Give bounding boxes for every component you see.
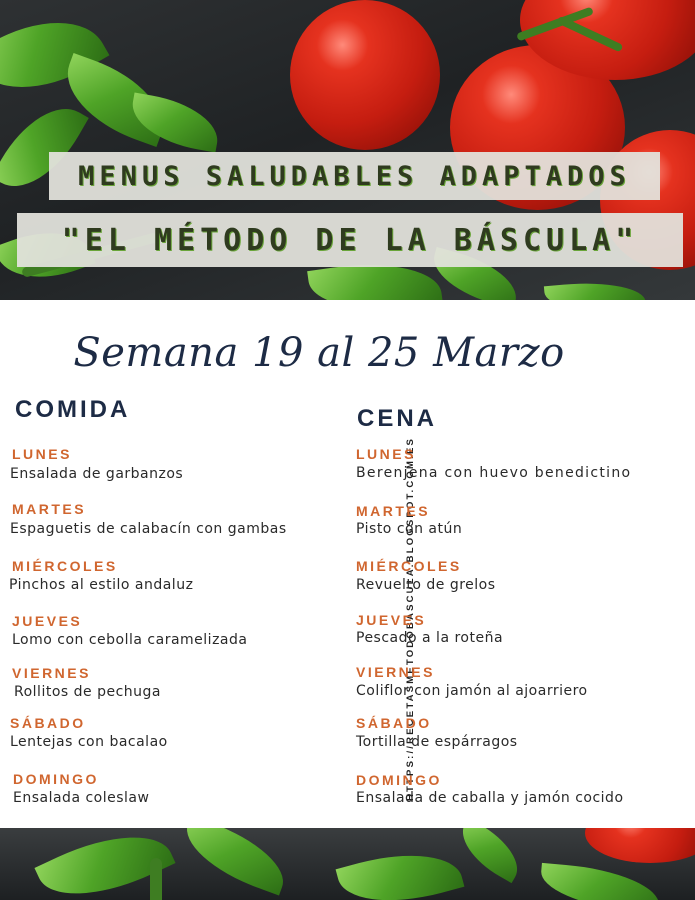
basil-leaf-icon — [451, 828, 529, 883]
lunch-dish: Pinchos al estilo andaluz — [9, 577, 194, 593]
header-photo-banner — [0, 0, 695, 300]
basil-leaf-icon — [538, 863, 661, 900]
lunch-day-label: JUEVES — [12, 613, 83, 629]
footer-photo-banner — [0, 828, 695, 900]
dinner-dish: Ensalada de caballa y jamón cocido — [356, 790, 624, 806]
basil-leaf-icon — [176, 828, 295, 895]
week-title: Semana 19 al 25 Marzo — [73, 330, 565, 376]
lunch-day-label: SÁBADO — [10, 715, 86, 731]
dinner-dish: Coliflor con jamón al ajoarriero — [356, 683, 588, 699]
basil-leaf-icon — [336, 838, 465, 900]
tomato-icon — [290, 0, 440, 150]
lunch-day-label: MARTES — [12, 501, 87, 517]
lunch-day-label: VIERNES — [12, 665, 91, 681]
lunch-dish: Espaguetis de calabacín con gambas — [10, 521, 287, 537]
header-title-line-2: "EL MÉTODO DE LA BÁSCULA" — [17, 213, 683, 267]
lunch-day-label: MIÉRCOLES — [12, 558, 118, 574]
lunch-day-label: LUNES — [12, 446, 72, 462]
blog-url: HTTPS://RECETASMETODOBASCULA.BLOGSPOT.COM.ES — [405, 436, 416, 802]
dinner-dish: Berenjena con huevo benedictino — [356, 465, 632, 481]
dinner-day-label: DOMINGO — [356, 772, 442, 788]
lunch-dish: Ensalada de garbanzos — [10, 466, 184, 482]
basil-leaf-icon — [127, 93, 223, 153]
dinner-dish: Pescado a la roteña — [356, 630, 504, 646]
dinner-dish: Revuelto de grelos — [356, 577, 496, 593]
dinner-day-label: SÁBADO — [356, 715, 432, 731]
lunch-dish: Ensalada coleslaw — [13, 790, 150, 806]
dinner-day-label: JUEVES — [356, 612, 427, 628]
basil-leaf-icon — [544, 278, 646, 300]
lunch-day-label: DOMINGO — [13, 771, 99, 787]
lunch-heading: COMIDA — [15, 396, 131, 423]
lunch-dish: Lomo con cebolla caramelizada — [12, 632, 248, 648]
tomato-icon — [585, 828, 695, 863]
dinner-dish: Pisto con atún — [356, 521, 463, 537]
dinner-dish: Tortilla de espárragos — [356, 734, 518, 750]
basil-stem-icon — [150, 858, 162, 900]
dinner-day-label: MIÉRCOLES — [356, 558, 462, 574]
dinner-day-label: LUNES — [356, 446, 416, 462]
header-title-line-1: MENUS SALUDABLES ADAPTADOS — [49, 152, 660, 200]
dinner-day-label: MARTES — [356, 503, 431, 519]
dinner-day-label: VIERNES — [356, 664, 435, 680]
lunch-dish: Rollitos de pechuga — [14, 684, 161, 700]
lunch-dish: Lentejas con bacalao — [10, 734, 168, 750]
dinner-heading: CENA — [357, 405, 438, 432]
